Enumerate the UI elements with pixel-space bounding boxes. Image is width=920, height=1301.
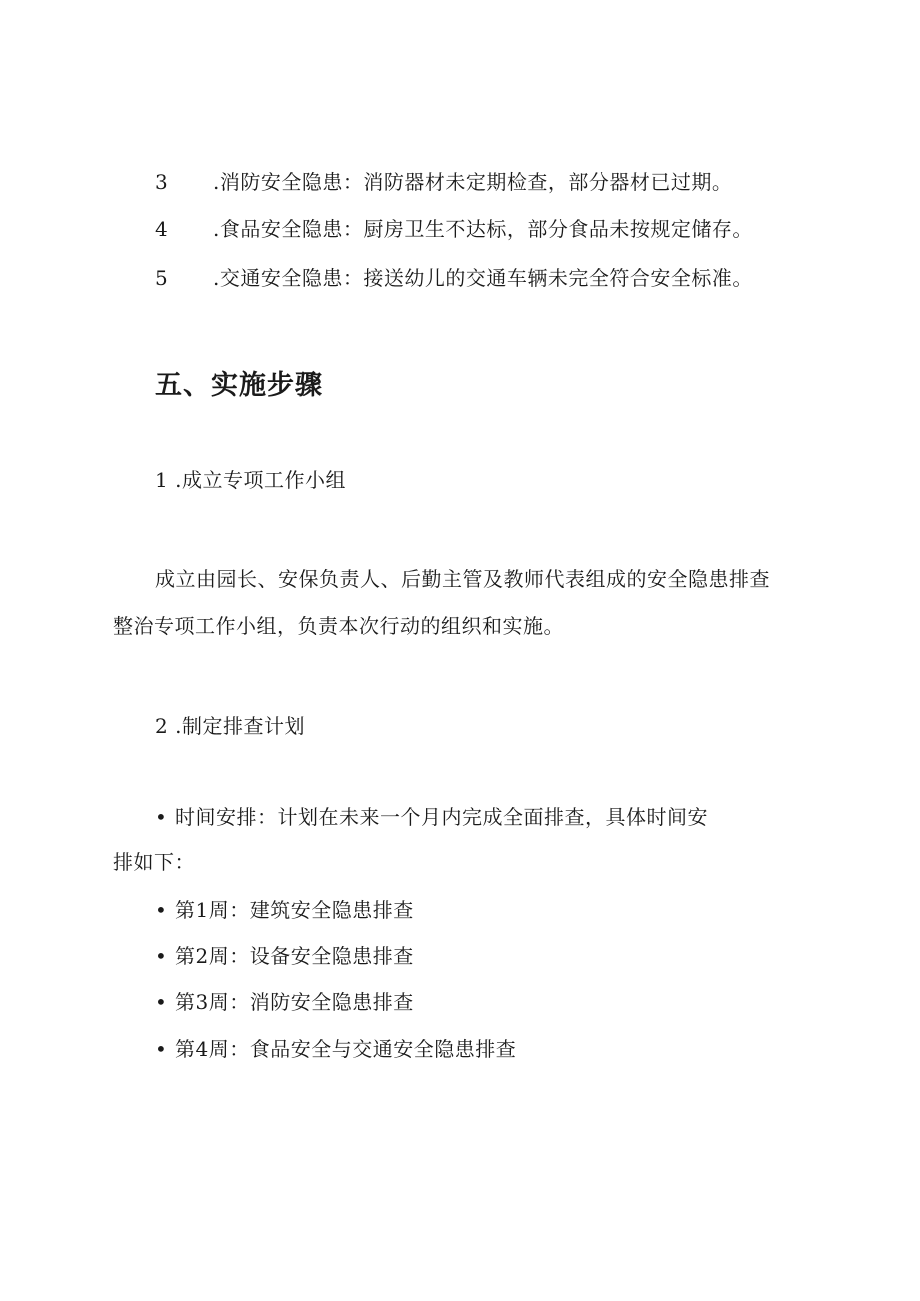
section-title: 五、实施步骤 — [155, 370, 323, 401]
paragraph-line: 整治专项工作小组，负责本次行动的组织和实施。 — [113, 614, 564, 638]
list-item-number: 3 — [155, 170, 169, 194]
list-item-text: .食品安全隐患：厨房卫生不达标，部分食品未按规定储存。 — [213, 217, 753, 241]
bullet-item — [155, 896, 414, 924]
bullet-icon: • — [155, 1037, 168, 1061]
bullet-icon: • — [155, 898, 168, 922]
bullet-item — [155, 1035, 516, 1063]
list-item — [155, 215, 753, 243]
bullet-text: 第2周：设备安全隐患排查 — [175, 944, 414, 968]
bullet-item — [155, 988, 414, 1016]
list-item — [155, 264, 753, 292]
paragraph-line: 排如下： — [113, 850, 195, 874]
bullet-icon: • — [155, 805, 168, 829]
bullet-text: 时间安排：计划在未来一个月内完成全面排查，具体时间安 — [175, 805, 708, 829]
step-heading: 2 .制定排查计划 — [155, 714, 305, 738]
bullet-item — [155, 803, 708, 831]
bullet-text: 第4周：食品安全与交通安全隐患排查 — [175, 1037, 517, 1061]
list-item-text: .交通安全隐患：接送幼儿的交通车辆未完全符合安全标准。 — [213, 266, 753, 290]
list-item — [155, 168, 732, 196]
list-item-number: 5 — [155, 266, 169, 290]
step-heading: 1 .成立专项工作小组 — [155, 468, 346, 492]
bullet-text: 第3周：消防安全隐患排查 — [175, 990, 414, 1014]
paragraph-line: 成立由园长、安保负责人、后勤主管及教师代表组成的安全隐患排查 — [155, 567, 770, 591]
bullet-text: 第1周：建筑安全隐患排查 — [175, 898, 414, 922]
bullet-item — [155, 942, 414, 970]
bullet-icon: • — [155, 944, 168, 968]
list-item-number: 4 — [155, 217, 169, 241]
list-item-text: .消防安全隐患：消防器材未定期检查，部分器材已过期。 — [213, 170, 733, 194]
bullet-icon: • — [155, 990, 168, 1014]
